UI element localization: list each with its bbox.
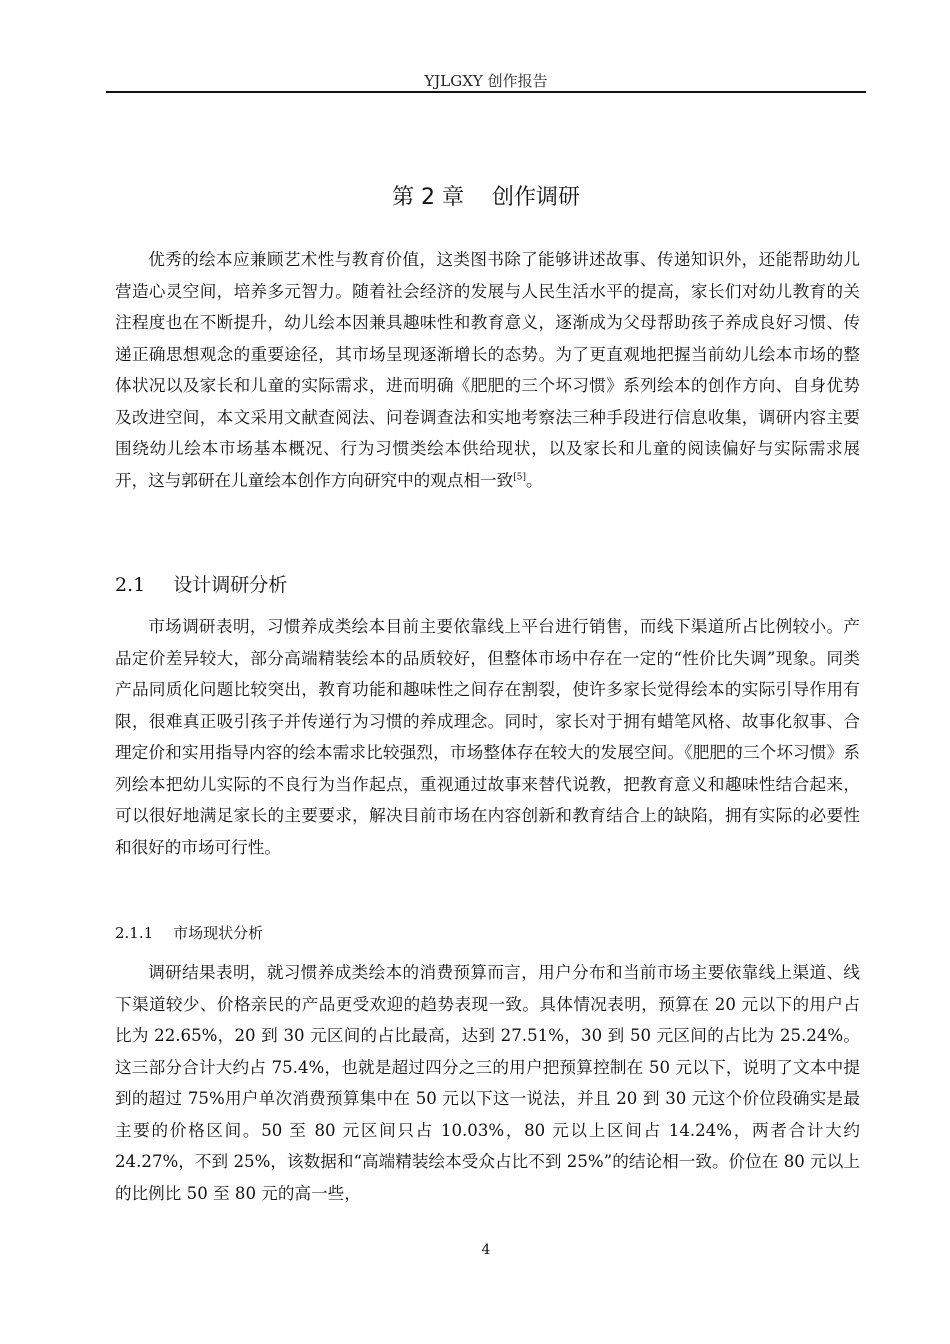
section-2-1-1-paragraph: 调研结果表明，就习惯养成类绘本的消费预算而言，用户分布和当前市场主要依靠线上渠道、线下渠道较少、价格亲民的产品更受欢迎的趋势表现一致。具体情况表明，预算在 20 元以下的用户占比为 22.65%，20 到 30 元区间的占比最高，达到 27.51%，30 到 50 元区间的占比为 25.24%。这三部分合计大约占 75.4%，也就是超过四分之三的用户把预算控制在 50 元以下，说明了文本中提到的超过 75%用户单次消费预算集中在 50 元以下这一说法，并且 20 到 30 元这个价位段确实是最主要的价格区间。50 至 80 元区间只占 10.03%，80 元以上区间占 14.24%，两者合计大约 24.27%，不到 25%，该数据和“高端精装绘本受众占比不到 25%”的结论相一致。价位在 80 元以上的比例比 50 至 80 元的高一些， bbox=[115, 963, 860, 1203]
section-number: 2.1 bbox=[115, 574, 146, 596]
subsection-title: 市场现状分析 bbox=[173, 924, 264, 942]
running-header: YJLGXY 创作报告 bbox=[424, 72, 548, 90]
page-number: 4 bbox=[481, 1242, 491, 1258]
intro-end: 。 bbox=[526, 470, 543, 490]
citation: [5] bbox=[513, 471, 526, 482]
chapter-number: 第 2 章 bbox=[392, 185, 464, 210]
intro-text: 优秀的绘本应兼顾艺术性与教育价值，这类图书除了能够讲述故事、传递知识外，还能帮助幼儿营造心灵空间，培养多元智力。随着社会经济的发展与人民生活水平的提高，家长们对幼儿教育的关注程度也在不断提升，幼儿绘本因兼具趣味性和教育意义，逐渐成为父母帮助孩子养成良好习惯、传递正确思想观念的重要途径，其市场呈现逐渐增长的态势。为了更直观地把握当前幼儿绘本市场的整体状况以及家长和儿童的实际需求，进而明确《肥肥的三个坏习惯》系列绘本的创作方向、自身优势及改进空间，本文采用文献查阅法、问卷调查法和实地考察法三种手段进行信息收集，调研内容主要围绕幼儿绘本市场基本概况、行为习惯类绘本供给现状，以及家长和儿童的阅读偏好与实际需求展开，这与郭研在儿童绘本创作方向研究中的观点相一致 bbox=[115, 250, 860, 490]
header-rule bbox=[106, 91, 866, 93]
section-heading-2-1 bbox=[115, 570, 287, 597]
subsection-number: 2.1.1 bbox=[115, 924, 154, 942]
section-title: 设计调研分析 bbox=[173, 574, 288, 596]
section-2-1-paragraph: 市场调研表明，习惯养成类绘本目前主要依靠线上平台进行销售，而线下渠道所占比例较小。产品定价差异较大，部分高端精装绘本的品质较好，但整体市场中存在一定的“性价比失调”现象。同类产品同质化问题比较突出，教育功能和趣味性之间存在割裂，使许多家长觉得绘本的实际引导作用有限，很难真正吸引孩子并传递行为习惯的养成理念。同时，家长对于拥有蜡笔风格、故事化叙事、合理定价和实用指导内容的绘本需求比较强烈，市场整体存在较大的发展空间。《肥肥的三个坏习惯》系列绘本把幼儿实际的不良行为当作起点，重视通过故事来替代说教，把教育意义和趣味性结合起来，可以很好地满足家长的主要要求，解决目前市场在内容创新和教育结合上的缺陷，拥有实际的必要性和很好的市场可行性。 bbox=[115, 617, 860, 857]
chapter-title bbox=[106, 180, 866, 211]
intro-paragraph bbox=[115, 244, 860, 496]
section-heading-2-1-1 bbox=[115, 922, 263, 943]
chapter-title-text: 创作调研 bbox=[491, 185, 580, 210]
